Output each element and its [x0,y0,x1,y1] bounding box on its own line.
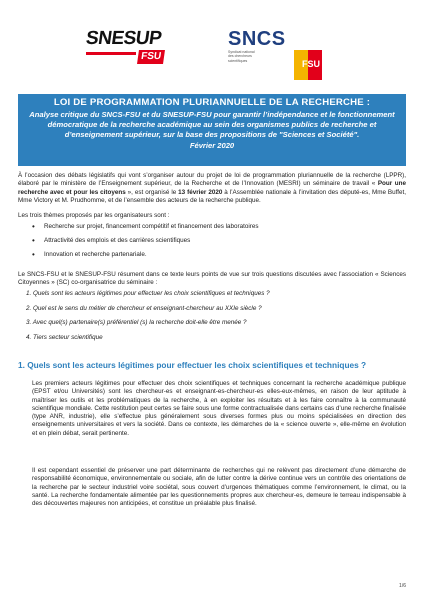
intro-text: À l’occasion des débats législatifs qui vont s’organiser autour du projet de loi de programmation pluriannuelle de la recherche (LPPR), élaboré par le ministère de l’Enseignement supérieur, de la Recherche et de l’Innovation (MESRI) un séminaire de travail « [18,172,406,188]
snesup-logo-bar [86,52,136,55]
page-number: 1/6 [399,583,406,589]
document-subtitle: Analyse critique du SNCS-FSU et du SNESUP-FSU pour garantir l’indépendance et le fonctionnement démocratique de la recherche académique au sein des organismes publics de recherche et d’enseignement supérieur, sur la base des propositions de "Sciences et Société". [29,110,395,139]
questions-list [26,290,406,348]
header-logos [0,0,424,90]
intro-paragraph [18,172,406,205]
list-item: 3. Avec quel(s) partenaire(s) préférentiel (s) la recherche doit-elle être menée ? [26,319,247,326]
sncs-logo-name: SNCS [228,28,286,50]
sncs-logo-subtitle-line: scientifiques [228,58,248,63]
intro-seminar-title: Pour une recherche avec et pour les citoyens [18,180,406,196]
list-item: • Innovation et recherche partenariale. [32,251,402,265]
intro-text: à l’Assemblée nationale à l’invitation des député-es, Mme Buffet, Mme Victory et M. Prudhomme, et de l’ensemble des acteurs de la recherche publique. [18,188,406,204]
intro-text: », est organisé le [125,188,179,196]
sncs-logo-subtitle-line: Syndicat national [228,50,255,54]
list-item: • Attractivité des emplois et des carrières scientifiques [32,237,402,251]
themes-heading: Les trois thèmes proposés par les organisateurs sont : [18,212,170,219]
list-item: 1. Quels sont les acteurs légitimes pour effectuer les choix scientifiques et techniques ? [26,290,270,297]
sncs-logo-fsu-box [294,50,322,80]
body-paragraph: Il est cependant essentiel de préserver une part déterminante de recherches qui ne relèvent pas directement d’une démarche de responsabilité économique, environnementale ou sociale, afin de lutter contre la dérive continue vers un contrôle des orientations de la recherche par le secteur industriel voire sociétal, sous couvert d’urgences thématiques comme l’environnement, le climat, ou la santé. La recherche fondamentale alimentée par les questionnements propres aux chercheur-es, demeure le terreau indispensable à des découvertes majeures non anticipées, et constitue un préalable plus finalisé. [32,467,406,508]
themes-list [32,223,402,265]
document-date: Février 2020 [189,141,235,150]
sncs-logo-subtitle-line: des chercheurs [228,54,252,59]
snesup-logo-fsu: FSU [137,50,165,64]
intro-seminar-date: 13 février 2020 [178,188,223,196]
sncs-logo-fsu: FSU [302,59,320,69]
sncs-logo-subtitle [228,50,292,63]
document-title: LOI DE PROGRAMMATION PLURIANNUELLE DE LA RECHERCHE : [53,97,371,108]
list-item: • Recherche sur projet, financement compétitif et financement des laboratoires [32,223,402,237]
snesup-logo-word: SNESUP [84,28,163,49]
sncs-fsu-logo [226,28,330,88]
body-paragraph: Les premiers acteurs légitimes pour effectuer des choix scientifiques et techniques concernant la recherche académique publique (EPST et/ou Universités) sont les chercheur-es et enseignant-es-chercheur-es elles-eux-mêmes, en raison de leur aptitude à maîtriser les outils et les problématiques de la recherche, à en exploiter les résultats et à les faire connaître à la communauté scientifique mondiale. Cette restitution peut certes se faire sous une forme contractualisée dans certains cas d’une recherche finalisée (type ANR, industrie), elle s’effectue plus généralement sous diverses formes plus ou moins spécialisées en direction des enseignements universitaires et vers la société. Dans ce contexte, les démarches de la « science ouverte », elle-même en évolution et en plein débat, serait pertinente. [32,380,406,437]
snesup-fsu-logo [86,28,172,84]
list-item: 2. Quel est le sens du métier de chercheur et enseignant-chercheur au XXIe siècle ? [26,304,262,312]
list-item: 4. Tiers secteur scientifique [26,333,103,341]
title-banner [18,94,406,166]
section-heading: 1. Quels sont les acteurs légitimes pour effectuer les choix scientifiques et techniques ? [18,360,367,370]
summary-paragraph: Le SNCS-FSU et le SNESUP-FSU résument dans ce texte leurs points de vue sur trois questions discutées avec l’association « Sciences Citoyennes » (SC) co-organisatrice du séminaire : [18,271,406,287]
